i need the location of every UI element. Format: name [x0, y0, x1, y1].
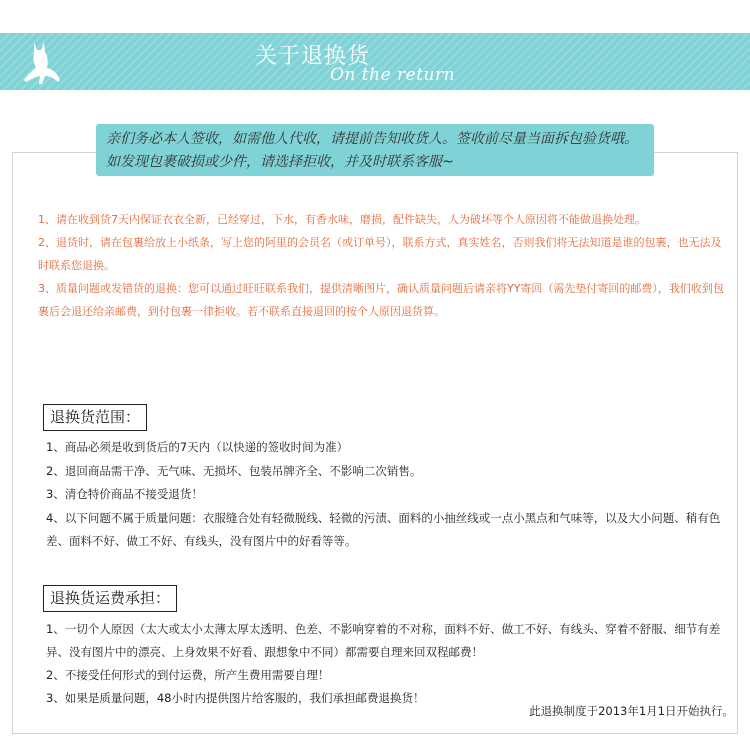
- shipping-item-2: 2、不接受任何形式的到付运费，所产生费用需要自理！: [46, 668, 330, 682]
- cat-high-heel-logo-icon: [18, 38, 62, 86]
- scope-heading: 退换货范围：: [43, 404, 147, 431]
- scope-item-3: 3、清仓特价商品不接受退货！: [46, 487, 203, 501]
- banner-title: 关于退换货: [255, 44, 371, 69]
- banner-subtitle: On the return: [330, 65, 456, 85]
- scope-item-4: 4、以下问题不属于质量问题：衣服缝合处有轻微脱线、轻微的污渍、面料的小抽丝线或一点小黑点和气味等，以及大小问题、稍有色差、面料不好、做工不好、有线头，没有图片中的好看等等。: [46, 510, 721, 548]
- shipping-item-1: 1、一切个人原因（太大或太小太薄太厚太透明、色差、不影响穿着的不对称，面料不好、做工不好、有线头、穿着不舒服、细节有差异、没有图片中的漂亮、上身效果不好看、跟想象中不同）都需要自理来回双程邮费！: [46, 622, 721, 659]
- policy-section: [38, 208, 728, 323]
- shipping-heading: 退换货运费承担：: [43, 585, 177, 612]
- scope-list: [46, 436, 726, 554]
- policy-item-2: 2、退货时，请在包裹给放上小纸条，写上您的阿里的会员名（或订单号），联系方式，真实姓名，否则我们将无法知道是谁的包裹，也无法及时联系您退换。: [38, 236, 722, 272]
- shipping-list: [46, 618, 726, 710]
- policy-item-3: 3、质量问题或发错货的退换：您可以通过旺旺联系我们，提供清晰图片，确认质量问题后请亲将YY寄回（需先垫付寄回的邮费），我们收到包裹后会退还给亲邮费，到付包裹一律拒收。若不联系直接退回的按个人原因退货算。: [38, 282, 724, 318]
- shipping-item-3: 3、如果是质量问题，48小时内提供图片给客服的，我们承担邮费退换货！: [46, 691, 425, 705]
- scope-item-2: 2、退回商品需干净、无气味、无损坏、包装吊牌齐全、不影响二次销售。: [46, 463, 422, 478]
- policy-item-1: 1、请在收到货7天内保证衣衣全新，已经穿过，下水，有香水味，磨损，配件缺失，人为破坏等个人原因将不能做退换处理。: [38, 213, 646, 226]
- header-banner: [0, 33, 750, 90]
- scope-item-1: 1、商品必须是收到货后的7天内（以快递的签收时间为准）: [46, 440, 349, 454]
- effective-date-note: 此退换制度于2013年1月1日开始执行。: [529, 704, 734, 718]
- notice-banner: 亲们务必本人签收，如需他人代收，请提前告知收货人。签收前尽量当面拆包验货哦。如发现包裹破损或少件，请选择拒收，并及时联系客服~: [96, 124, 654, 176]
